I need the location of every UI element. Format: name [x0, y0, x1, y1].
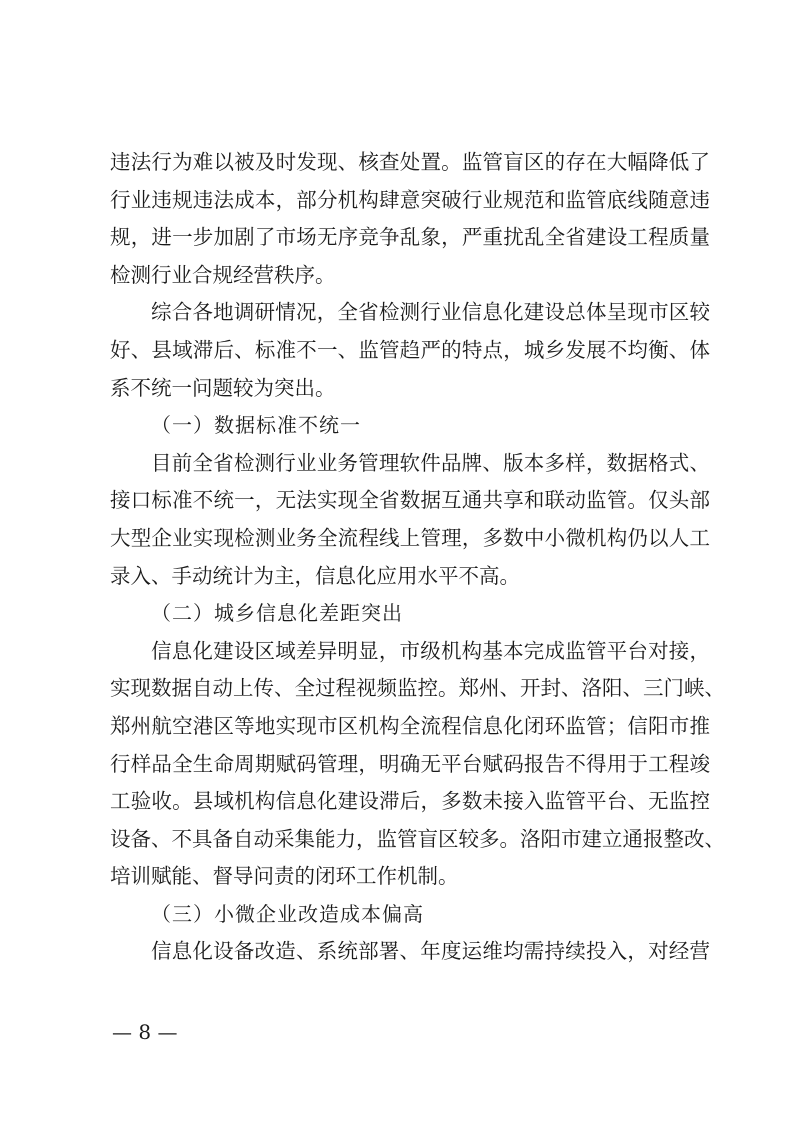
paragraph-line: 违法行为难以被及时发现、核查处置。监管盲区的存在大幅降低了	[110, 150, 710, 174]
paragraph-line: 郑州航空港区等地实现市区机构全流程信息化闭环监管；信阳市推	[110, 713, 710, 738]
paragraph-line: 综合各地调研情况，全省检测行业信息化建设总体呈现市区较	[151, 300, 710, 325]
paragraph-line: 规，进一步加剧了市场无序竞争乱象，严重扰乱全省建设工程质量	[110, 225, 710, 250]
paragraph-line: 接口标准不统一，无法实现全省数据互通共享和联动监管。仅头部	[110, 488, 710, 513]
section-heading: （三）小微企业改造成本偏高	[151, 901, 424, 926]
document-body	[110, 144, 725, 971]
paragraph-line: 系不统一问题较为突出。	[110, 375, 336, 400]
paragraph-line: 目前全省检测行业业务管理软件品牌、版本多样，数据格式、	[151, 450, 710, 475]
paragraph-line: 好、县域滞后、标准不一、监管趋严的特点，城乡发展不均衡、体	[110, 337, 710, 362]
section-heading: （一）数据标准不统一	[151, 413, 361, 438]
paragraph-line: 设备、不具备自动采集能力，监管盲区较多。洛阳市建立通报整改、	[110, 826, 725, 851]
page-number: — 8 —	[112, 1020, 178, 1044]
paragraph-line: 行样品全生命周期赋码管理，明确无平台赋码报告不得用于工程竣	[110, 751, 710, 776]
section-heading: （二）城乡信息化差距突出	[151, 601, 403, 626]
paragraph-line: 工验收。县域机构信息化建设滞后，多数未接入监管平台、无监控	[110, 789, 710, 814]
paragraph-line: 行业违规违法成本，部分机构肆意突破行业规范和监管底线随意违	[110, 187, 710, 212]
paragraph-line: 录入、手动统计为主，信息化应用水平不高。	[110, 563, 520, 588]
paragraph-line: 实现数据自动上传、全过程视频监控。郑州、开封、洛阳、三门峡、	[110, 676, 725, 701]
paragraph-line: 检测行业合规经营秩序。	[110, 262, 336, 287]
paragraph-line: 信息化建设区域差异明显，市级机构基本完成监管平台对接，	[151, 638, 710, 663]
paragraph-line: 信息化设备改造、系统部署、年度运维均需持续投入，对经营	[151, 939, 710, 964]
paragraph-line: 培训赋能、督导问责的闭环工作机制。	[110, 864, 459, 889]
paragraph-line: 大型企业实现检测业务全流程线上管理，多数中小微机构仍以人工	[110, 525, 710, 550]
